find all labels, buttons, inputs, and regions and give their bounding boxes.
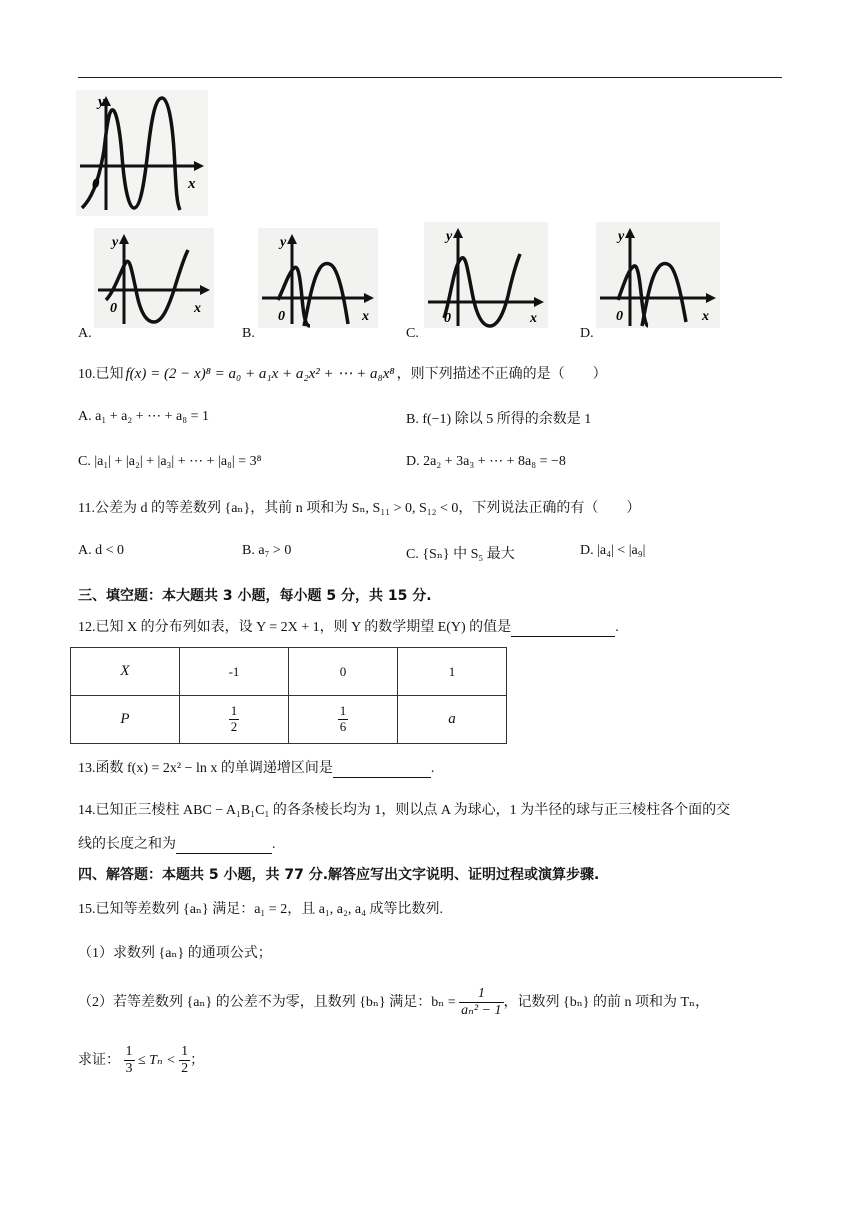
option-c-label: C. bbox=[406, 326, 419, 341]
q11-option-d: D. |a₄| < |a₉| bbox=[580, 543, 646, 558]
q10-stem-prefix: 10.已知 bbox=[78, 367, 124, 382]
q15-part3 bbox=[78, 1044, 204, 1077]
q10-stem-suffix: ，则下列描述不正确的是（ ） bbox=[396, 367, 607, 382]
section-4-heading: 四、解答题：本题共 5 小题，共 77 分.解答应写出文字说明、证明过程或演算步骤. bbox=[78, 867, 600, 883]
q13-stem bbox=[78, 757, 434, 778]
q9-main-graph bbox=[76, 90, 208, 216]
q12-stem bbox=[78, 616, 619, 637]
header-rule bbox=[78, 77, 782, 78]
q14-line1: 14.已知正三棱柱 ABC − A₁B₁C₁ 的各条棱长均为 1，则以点 A 为球心，1 为半径的球与正三棱柱各个面的交 bbox=[78, 803, 731, 818]
q13-stem-end: . bbox=[430, 761, 435, 776]
y-label: y bbox=[280, 235, 287, 250]
q15-part2-text-a: （2）若等差数列 {aₙ} 的公差不为零，且数列 {bₙ} 满足：bₙ = bbox=[78, 994, 456, 1010]
q14-line2-text: 线的长度之和为 bbox=[78, 837, 176, 852]
x-label: x bbox=[194, 301, 201, 316]
denominator: 2 bbox=[181, 1061, 189, 1077]
y-label: y bbox=[112, 235, 119, 250]
fraction bbox=[179, 1044, 190, 1077]
fraction bbox=[459, 986, 503, 1019]
numerator: 1 bbox=[124, 1044, 135, 1061]
x-label: x bbox=[530, 311, 537, 326]
q13-stem-text: 13.函数 f(x) = 2x² − ln x 的单调递增区间是 bbox=[78, 761, 333, 776]
y-label: y bbox=[618, 229, 625, 244]
q10-option-d: D. 2a₂ + 3a₃ + ⋯ + 8a₈ = −8 bbox=[406, 454, 566, 469]
q12-stem-text: 12.已知 X 的分布列如表，设 Y = 2X + 1，则 Y 的数学期望 E(Y) 的值是 bbox=[78, 620, 512, 635]
option-c-graph bbox=[424, 222, 548, 328]
q10-option-a: A. a₁ + a₂ + ⋯ + a₈ = 1 bbox=[78, 409, 209, 424]
denominator: 3 bbox=[125, 1061, 133, 1077]
q15-part3-end: ； bbox=[190, 1052, 205, 1068]
denominator: aₙ² − 1 bbox=[461, 1003, 502, 1019]
table-row bbox=[71, 648, 507, 696]
q14-line2 bbox=[78, 833, 276, 854]
q10-option-b: B. f(−1) 除以 5 所得的余数是 1 bbox=[406, 412, 592, 427]
x-label: x bbox=[702, 309, 709, 324]
table-cell: P bbox=[71, 696, 180, 744]
option-b-graph bbox=[258, 228, 378, 328]
origin-label: 0 bbox=[110, 301, 117, 316]
x-label: x bbox=[188, 176, 196, 192]
q11-stem: 11.公差为 d 的等差数列 {aₙ}，其前 n 项和为 Sₙ, S₁₁ > 0, S₁₂ < 0，下列说法正确的有（ ） bbox=[78, 501, 641, 516]
fraction bbox=[229, 704, 240, 735]
denominator: 6 bbox=[339, 719, 347, 734]
q10-stem bbox=[78, 363, 607, 383]
q11-option-b: B. a₇ > 0 bbox=[242, 543, 292, 558]
option-d-label: D. bbox=[580, 326, 594, 341]
q10-stem-formula: f(x) = (2 − x)⁸ = a₀ + a₁x + a₂x² + ⋯ + a₈x⁸ bbox=[125, 366, 395, 382]
q12-answer-blank bbox=[511, 620, 615, 637]
numerator: 1 bbox=[459, 986, 503, 1003]
section-3-heading: 三、填空题：本大题共 3 小题，每小题 5 分，共 15 分. bbox=[78, 588, 432, 604]
q11-option-c: C. {Sₙ} 中 S₅ 最大 bbox=[406, 547, 515, 562]
q15-stem: 15.已知等差数列 {aₙ} 满足：a₁ = 2，且 a₁, a₂, a₄ 成等比数列. bbox=[78, 902, 443, 917]
q10-option-c: C. |a₁| + |a₂| + |a₃| + ⋯ + |a₈| = 3⁸ bbox=[78, 454, 262, 469]
table-cell bbox=[180, 696, 289, 744]
q15-part3-mid: ≤ Tₙ < bbox=[138, 1052, 176, 1068]
q13-answer-blank bbox=[333, 761, 431, 778]
y-label: y bbox=[446, 229, 453, 244]
table-cell: 1 bbox=[398, 648, 507, 696]
option-b-label: B. bbox=[242, 326, 255, 341]
option-a-graph bbox=[94, 228, 214, 328]
option-d-graph bbox=[596, 222, 720, 328]
option-a-label: A. bbox=[78, 326, 92, 341]
table-row bbox=[71, 696, 507, 744]
origin-label: 0 bbox=[444, 311, 451, 326]
table-cell: a bbox=[398, 696, 507, 744]
q14-answer-blank bbox=[176, 837, 272, 854]
q11-option-a: A. d < 0 bbox=[78, 543, 125, 558]
q15-part1: （1）求数列 {aₙ} 的通项公式； bbox=[78, 946, 272, 961]
q15-part2-text-b: ，记数列 {bₙ} 的前 n 项和为 Tₙ， bbox=[503, 994, 710, 1010]
table-cell bbox=[289, 696, 398, 744]
fraction bbox=[124, 1044, 135, 1077]
origin-label: 0 bbox=[92, 176, 100, 192]
q14-line2-end: . bbox=[272, 837, 276, 852]
q15-part2 bbox=[78, 986, 709, 1019]
numerator: 1 bbox=[179, 1044, 190, 1061]
fraction bbox=[338, 704, 349, 735]
q12-stem-end: . bbox=[615, 620, 619, 635]
table-cell: X bbox=[71, 648, 180, 696]
table-cell: -1 bbox=[180, 648, 289, 696]
numerator: 1 bbox=[230, 703, 238, 719]
denominator: 2 bbox=[230, 719, 238, 734]
x-label: x bbox=[362, 309, 369, 324]
distribution-table bbox=[70, 647, 507, 744]
origin-label: 0 bbox=[616, 309, 623, 324]
numerator: 1 bbox=[339, 703, 347, 719]
q15-part3-text-a: 求证： bbox=[78, 1052, 120, 1068]
origin-label: 0 bbox=[278, 309, 285, 324]
y-label: y bbox=[98, 94, 105, 110]
table-cell: 0 bbox=[289, 648, 398, 696]
